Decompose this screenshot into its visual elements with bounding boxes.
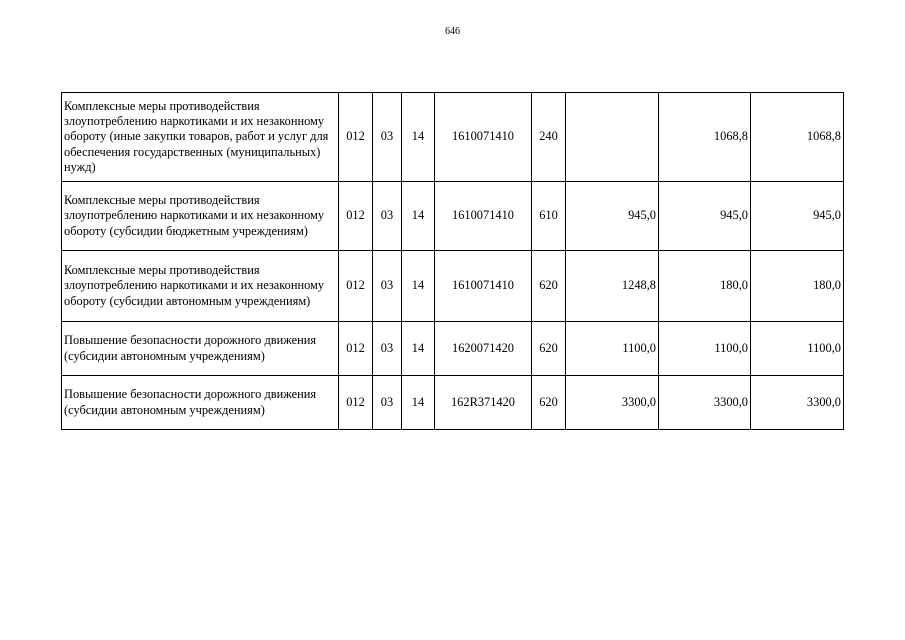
target-article-code: 162R371420 [435, 376, 532, 430]
section-code: 03 [373, 376, 402, 430]
amount-3: 1068,8 [751, 93, 844, 182]
page-number: 646 [445, 26, 460, 37]
ministry-code: 012 [339, 322, 373, 376]
amount-2: 945,0 [659, 182, 751, 251]
amount-3: 3300,0 [751, 376, 844, 430]
expense-kind-code: 240 [532, 93, 566, 182]
amount-1: 1248,8 [566, 251, 659, 322]
amount-1: 945,0 [566, 182, 659, 251]
amount-2: 1100,0 [659, 322, 751, 376]
expense-kind-code: 620 [532, 376, 566, 430]
amount-3: 180,0 [751, 251, 844, 322]
section-code: 03 [373, 93, 402, 182]
expense-kind-code: 620 [532, 322, 566, 376]
ministry-code: 012 [339, 182, 373, 251]
subsection-code: 14 [402, 251, 435, 322]
ministry-code: 012 [339, 251, 373, 322]
amount-1 [566, 93, 659, 182]
subsection-code: 14 [402, 322, 435, 376]
amount-1: 1100,0 [566, 322, 659, 376]
table-row [62, 376, 844, 430]
expense-kind-code: 610 [532, 182, 566, 251]
amount-2: 3300,0 [659, 376, 751, 430]
ministry-code: 012 [339, 376, 373, 430]
ministry-code: 012 [339, 93, 373, 182]
amount-2: 180,0 [659, 251, 751, 322]
table-row [62, 93, 844, 182]
section-code: 03 [373, 251, 402, 322]
section-code: 03 [373, 322, 402, 376]
row-description: Повышение безопасности дорожного движения (субсидии автономным учреждениям) [62, 322, 339, 376]
section-code: 03 [373, 182, 402, 251]
row-description: Комплексные меры противодействия злоупотреблению наркотиками и их незаконному обороту (иные закупки товаров, работ и услуг для обеспечения государственных (муниципальных) нужд) [62, 93, 339, 182]
subsection-code: 14 [402, 376, 435, 430]
subsection-code: 14 [402, 182, 435, 251]
row-description: Комплексные меры противодействия злоупотреблению наркотиками и их незаконному обороту (субсидии бюджетным учреждениям) [62, 182, 339, 251]
budget-table [61, 92, 844, 430]
target-article-code: 1610071410 [435, 93, 532, 182]
subsection-code: 14 [402, 93, 435, 182]
amount-1: 3300,0 [566, 376, 659, 430]
table-row [62, 182, 844, 251]
table-row [62, 322, 844, 376]
expense-kind-code: 620 [532, 251, 566, 322]
target-article-code: 1610071410 [435, 251, 532, 322]
row-description: Комплексные меры противодействия злоупотреблению наркотиками и их незаконному обороту (субсидии автономным учреждениям) [62, 251, 339, 322]
amount-3: 1100,0 [751, 322, 844, 376]
row-description: Повышение безопасности дорожного движения (субсидии автономным учреждениям) [62, 376, 339, 430]
table-row [62, 251, 844, 322]
target-article-code: 1610071410 [435, 182, 532, 251]
amount-2: 1068,8 [659, 93, 751, 182]
amount-3: 945,0 [751, 182, 844, 251]
target-article-code: 1620071420 [435, 322, 532, 376]
